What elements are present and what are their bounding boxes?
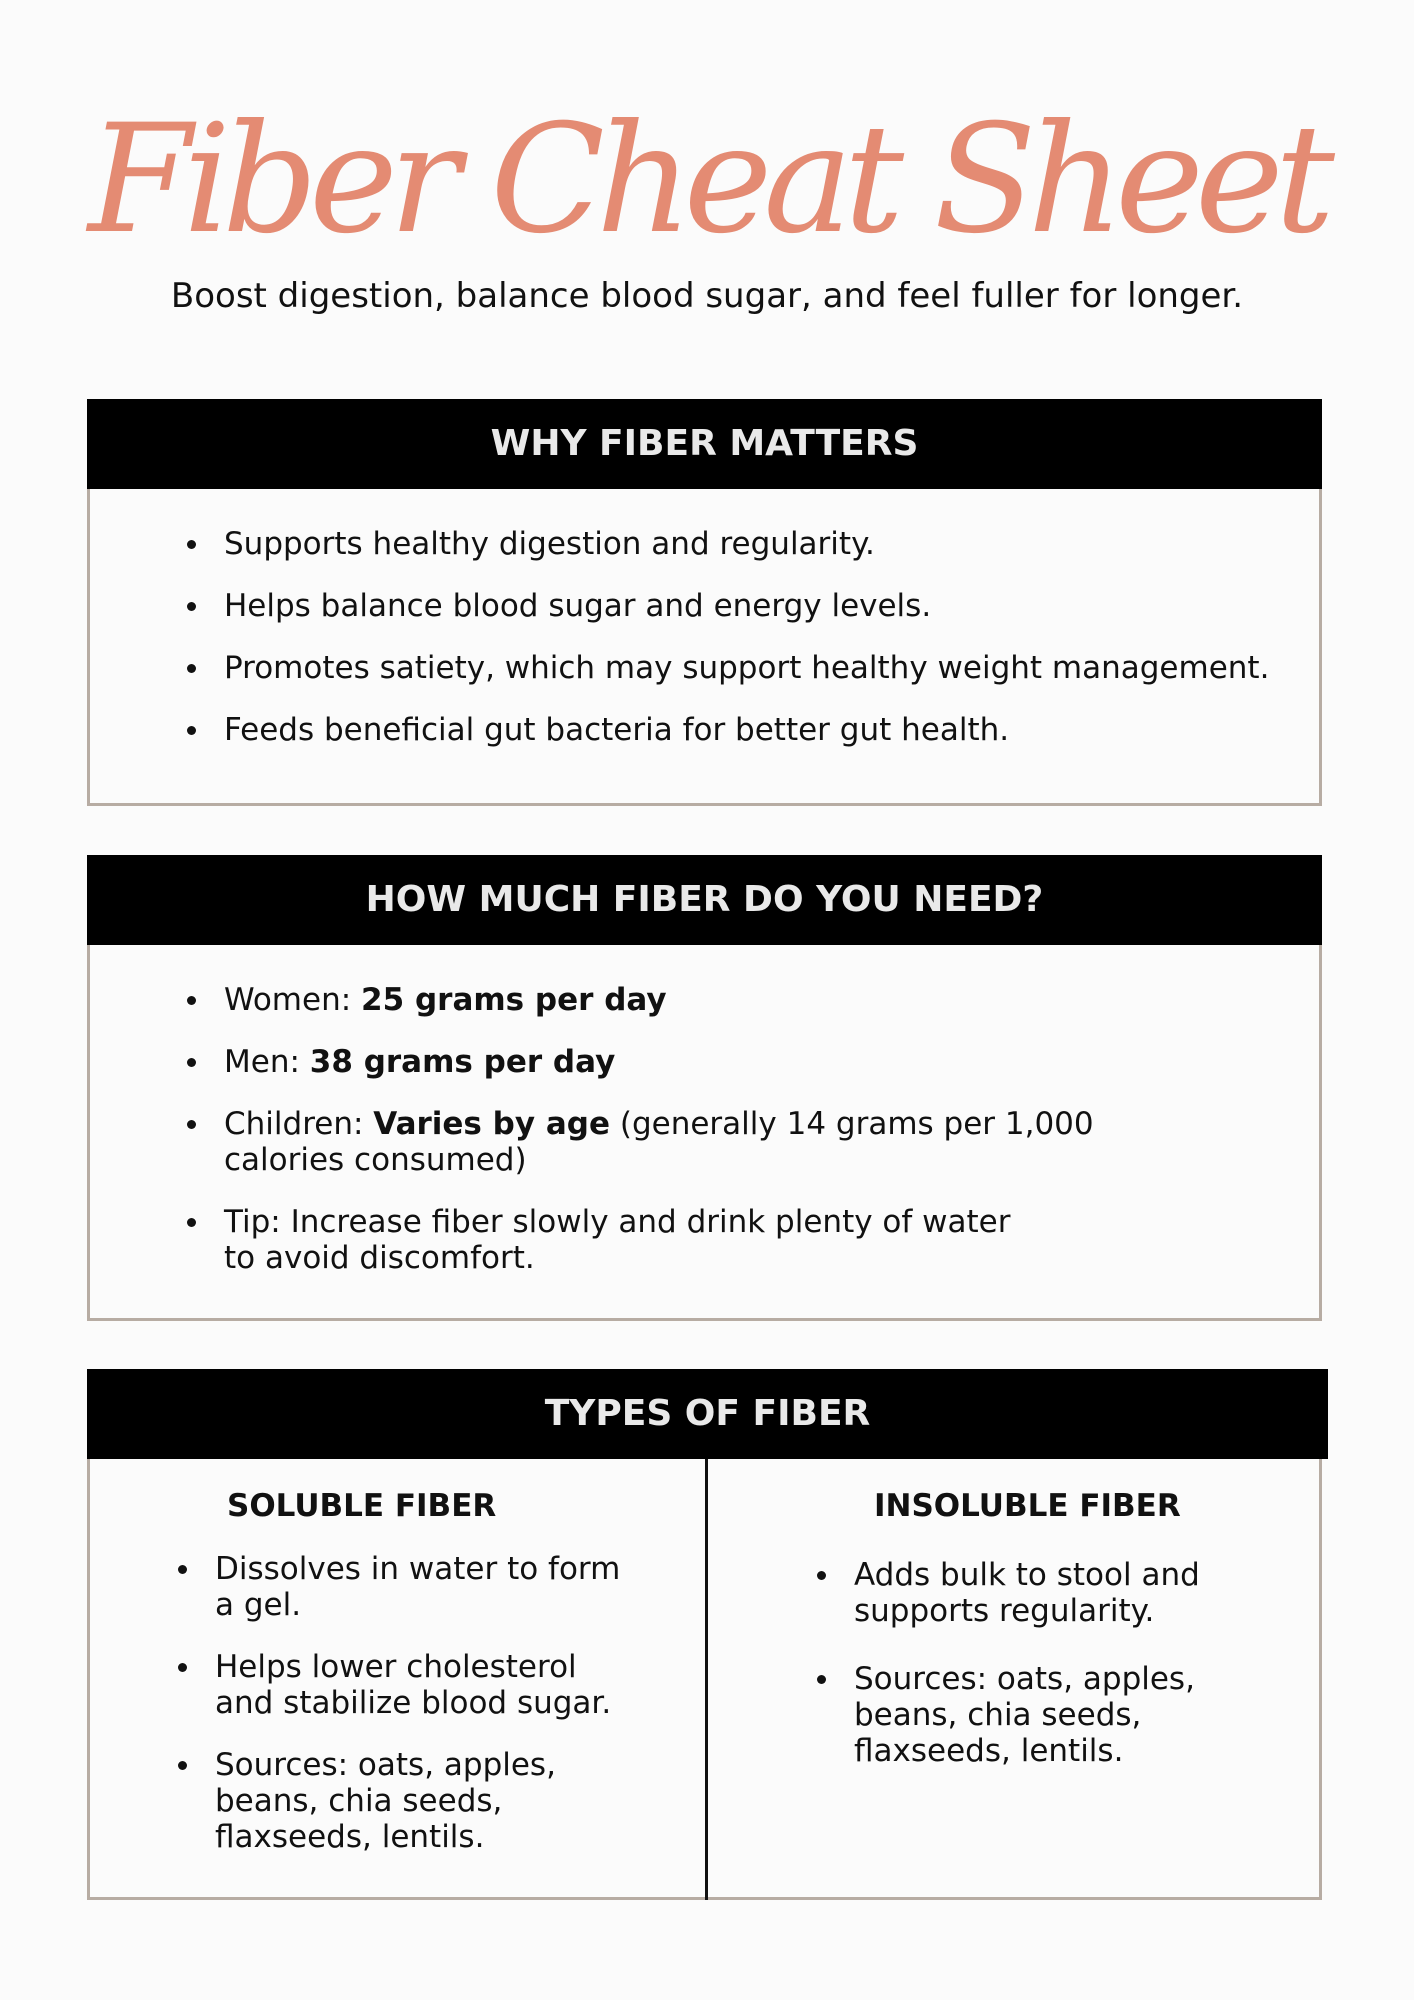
men-value: 38 grams per day	[309, 1044, 616, 1080]
list-item: Sources: oats, apples, beans, chia seeds, flaxseeds, lentils.	[178, 1747, 638, 1855]
list-item	[187, 1106, 1144, 1178]
list-item: Feeds beneficial gut bacteria for better gut health.	[187, 712, 1319, 748]
why-fiber-list	[187, 526, 1319, 748]
children-value: Varies by age	[373, 1106, 611, 1142]
column-divider	[705, 1459, 708, 1900]
how-much-section	[87, 855, 1322, 1321]
women-label: Women:	[224, 982, 362, 1018]
list-item: Supports healthy digestion and regularity.	[187, 526, 1319, 562]
types-heading: TYPES OF FIBER	[87, 1369, 1328, 1459]
how-much-body	[87, 945, 1322, 1321]
list-item: Helps balance blood sugar and energy levels.	[187, 588, 1319, 624]
list-item	[187, 982, 1319, 1018]
types-body	[87, 1459, 1322, 1900]
list-item: Dissolves in water to form a gel.	[178, 1551, 638, 1623]
children-label: Children:	[224, 1106, 374, 1142]
list-item: Sources: oats, apples, beans, chia seeds, flaxseeds, lentils.	[817, 1661, 1217, 1769]
soluble-list	[178, 1551, 638, 1881]
why-fiber-section	[87, 399, 1322, 806]
list-item: Helps lower cholesterol and stabilize blood sugar.	[178, 1649, 638, 1721]
women-value: 25 grams per day	[361, 982, 667, 1018]
list-item: Promotes satiety, which may support healthy weight management.	[187, 650, 1319, 686]
how-much-heading: HOW MUCH FIBER DO YOU NEED?	[87, 855, 1322, 945]
page-title: Fiber Cheat Sheet	[88, 93, 1326, 267]
page-subtitle: Boost digestion, balance blood sugar, and feel fuller for longer.	[170, 276, 1244, 316]
list-item: Adds bulk to stool and supports regularity.	[817, 1557, 1217, 1629]
list-item	[187, 1044, 1319, 1080]
insoluble-list	[817, 1557, 1217, 1795]
soluble-title: SOLUBLE FIBER	[227, 1488, 497, 1524]
why-fiber-heading: WHY FIBER MATTERS	[87, 399, 1322, 489]
men-label: Men:	[224, 1044, 310, 1080]
types-section	[87, 1369, 1328, 1900]
list-item: Tip: Increase fiber slowly and drink plenty of water to avoid discomfort.	[187, 1204, 1044, 1276]
insoluble-title: INSOLUBLE FIBER	[874, 1488, 1181, 1524]
how-much-list	[187, 982, 1319, 1276]
why-fiber-body	[87, 489, 1322, 806]
children-note: (generally 14 grams per 1,000 calories consumed)	[224, 1106, 1094, 1178]
